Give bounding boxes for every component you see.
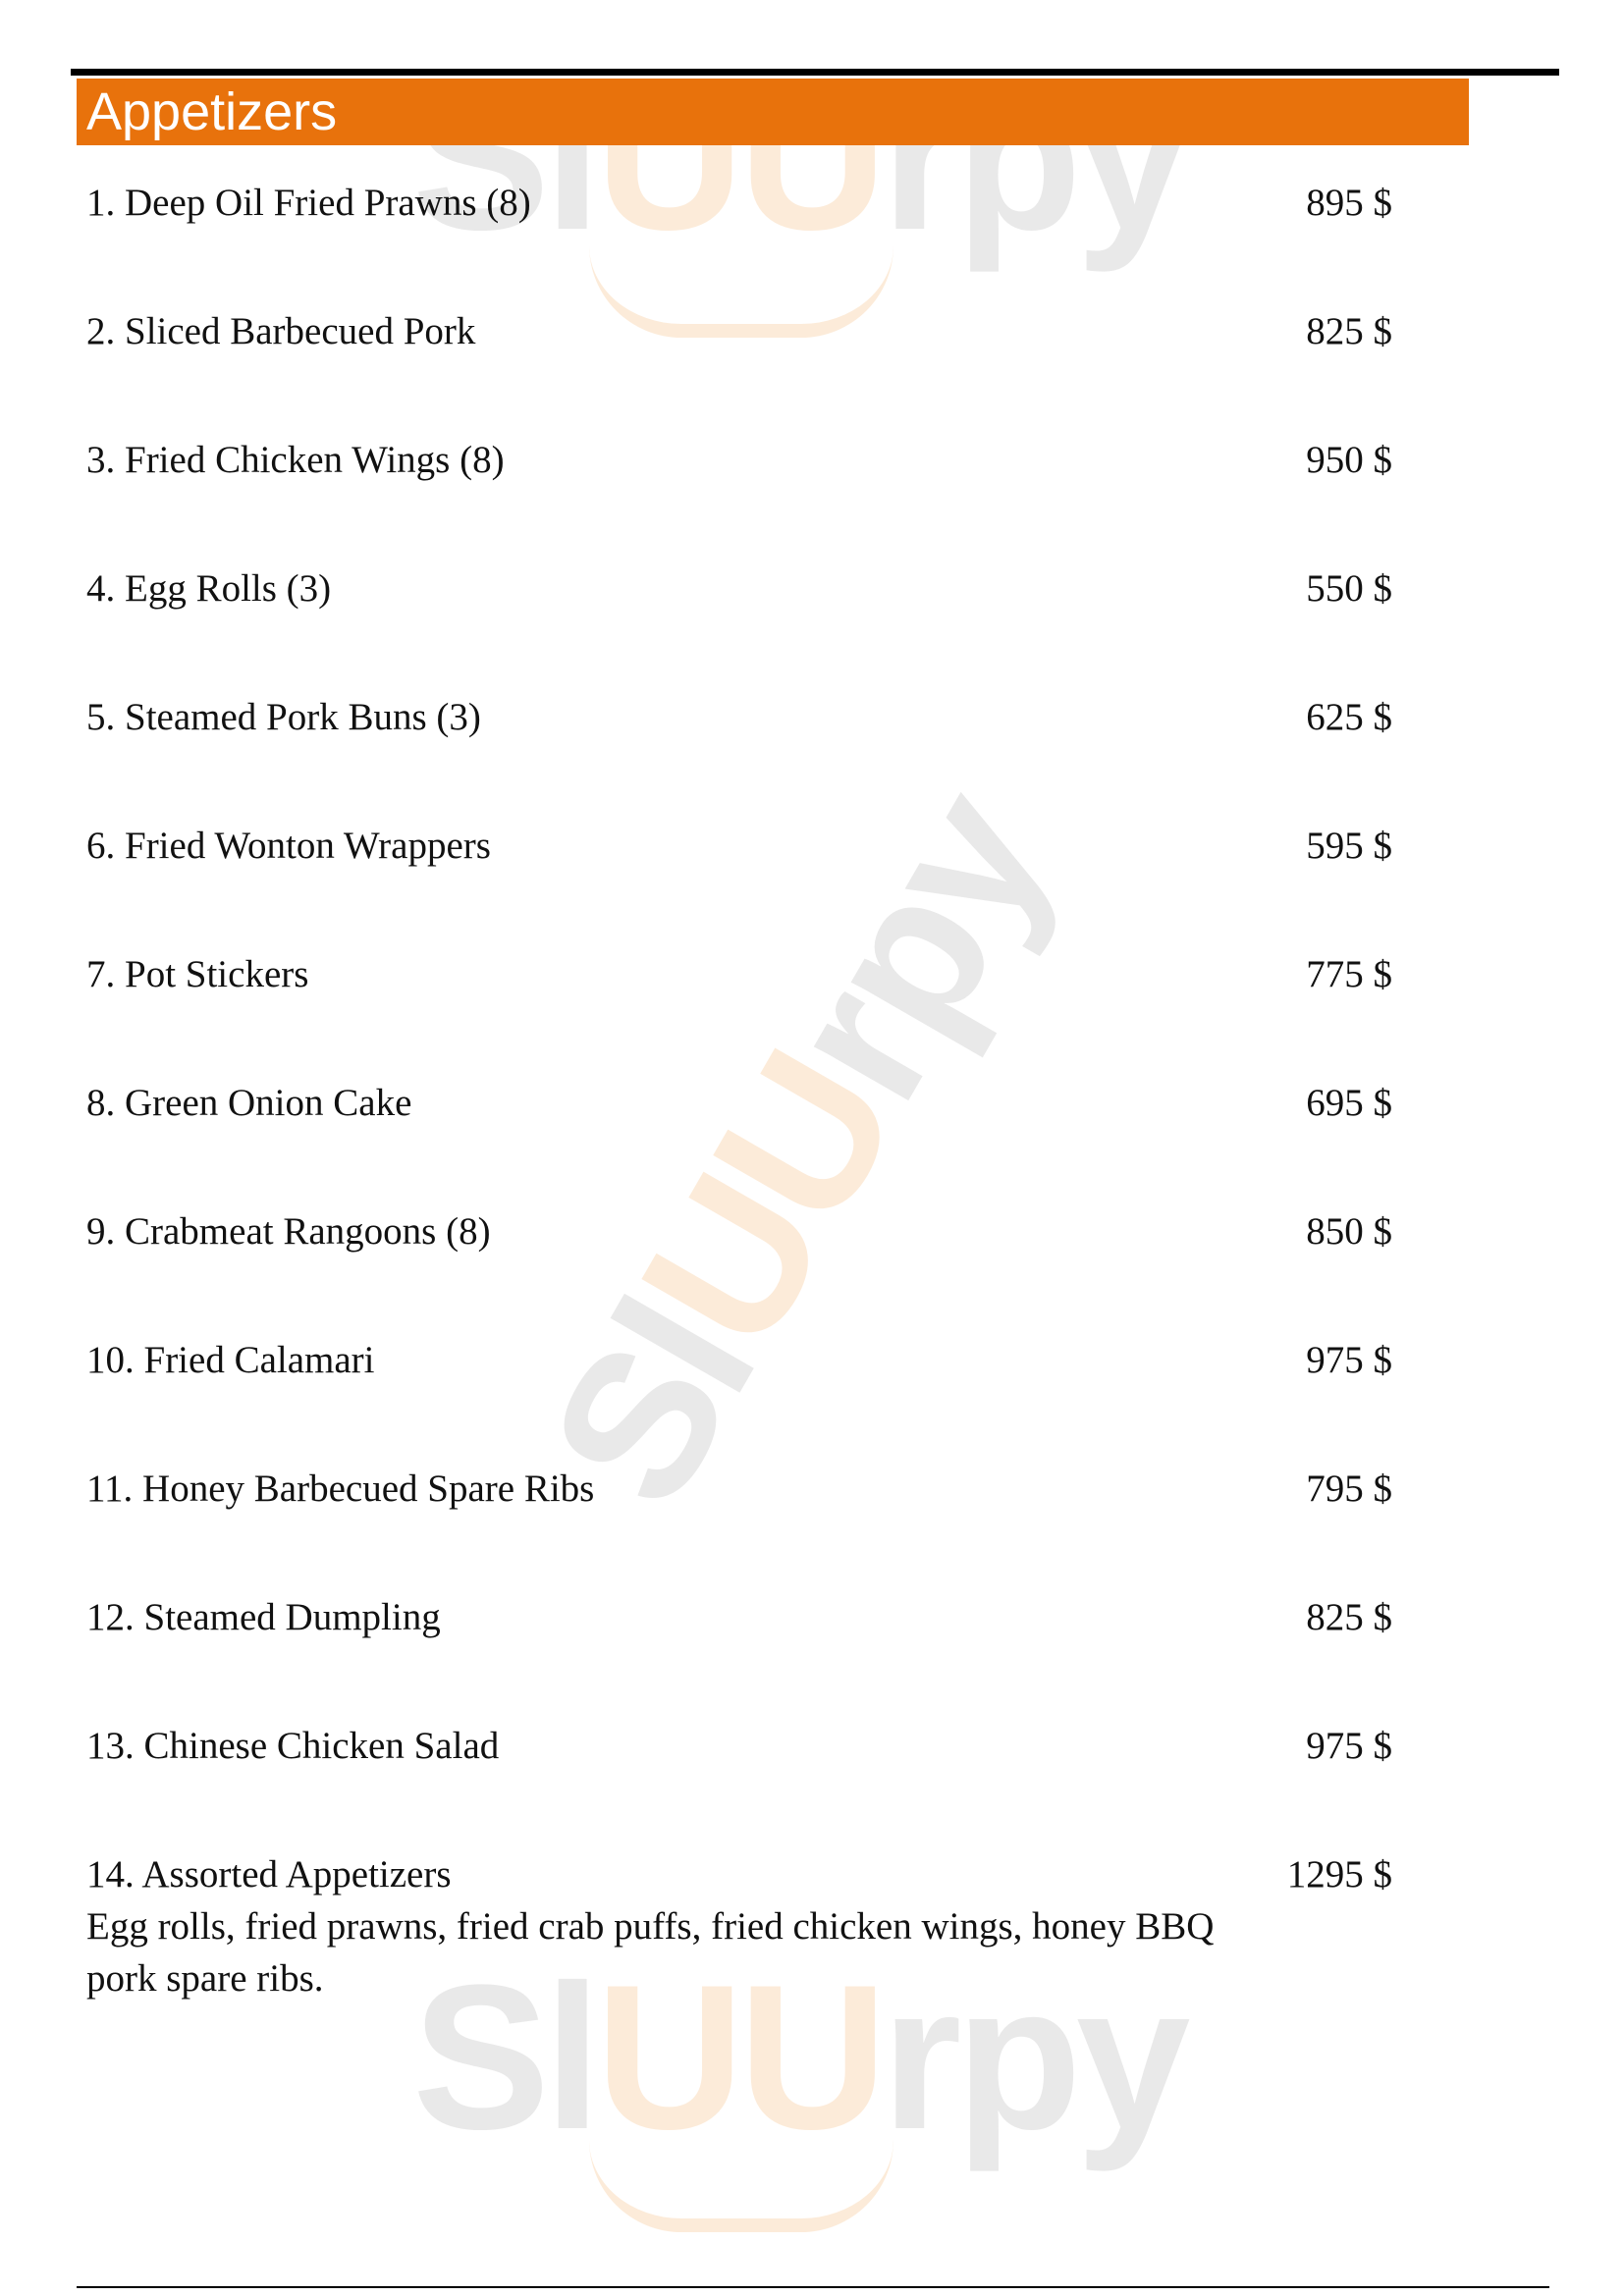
watermark-middle: SlUUrpy: [505, 757, 1092, 1542]
menu-item: [86, 1464, 1392, 1522]
item-name: 7. Pot Stickers: [86, 953, 309, 995]
item-description: Egg rolls, fried prawns, fried crab puffs, fried chicken wings, honey BBQ pork spare ribs.: [86, 1905, 1215, 2000]
item-price: 975 $: [1306, 1725, 1392, 1767]
menu-item: [86, 1592, 1392, 1651]
item-price: 825 $: [1306, 310, 1392, 352]
item-name: 11. Honey Barbecued Spare Ribs: [86, 1468, 595, 1510]
menu-item: [86, 306, 1392, 365]
item-name: 12. Steamed Dumpling: [86, 1596, 441, 1638]
menu-item: [86, 821, 1392, 880]
item-name: 3. Fried Chicken Wings (8): [86, 439, 505, 481]
section-header: [77, 79, 1469, 145]
item-name: 6. Fried Wonton Wrappers: [86, 825, 491, 867]
item-price: 895 $: [1306, 182, 1392, 224]
item-price: 695 $: [1306, 1082, 1392, 1124]
top-rule: [71, 69, 1559, 76]
menu-item: [86, 949, 1392, 1008]
item-name: 8. Green Onion Cake: [86, 1082, 412, 1124]
menu-item: [86, 178, 1392, 237]
item-name: 4. Egg Rolls (3): [86, 567, 332, 610]
item-price: 595 $: [1306, 825, 1392, 867]
menu-item: [86, 1078, 1392, 1137]
item-name: 5. Steamed Pork Buns (3): [86, 696, 481, 738]
item-name: 13. Chinese Chicken Salad: [86, 1725, 500, 1767]
watermark-smile-bottom-icon: [589, 2140, 893, 2232]
item-price: 850 $: [1306, 1210, 1392, 1253]
item-price: 825 $: [1306, 1596, 1392, 1638]
menu-item: [86, 1849, 1392, 2006]
menu-item: [86, 1206, 1392, 1265]
item-name: 9. Crabmeat Rangoons (8): [86, 1210, 491, 1253]
watermark-top: SlUUrpy: [412, 42, 1185, 273]
item-name: 2. Sliced Barbecued Pork: [86, 310, 476, 352]
item-name: 10. Fried Calamari: [86, 1339, 375, 1381]
menu-item: [86, 563, 1392, 622]
bottom-rule: [77, 2286, 1549, 2288]
item-name: 14. Assorted Appetizers: [86, 1853, 452, 1896]
item-price: 975 $: [1306, 1339, 1392, 1381]
menu-item: [86, 692, 1392, 751]
item-price: 775 $: [1306, 953, 1392, 995]
menu-item: [86, 435, 1392, 494]
item-price: 795 $: [1306, 1468, 1392, 1510]
item-price: 550 $: [1306, 567, 1392, 610]
item-price: 1295 $: [1286, 1853, 1392, 1896]
item-price: 950 $: [1306, 439, 1392, 481]
item-price: 625 $: [1306, 696, 1392, 738]
menu-item: [86, 1335, 1392, 1394]
section-title: Appetizers: [86, 82, 338, 141]
watermark-bottom: SlUUrpy: [412, 1942, 1185, 2172]
item-name: 1. Deep Oil Fried Prawns (8): [86, 182, 531, 224]
menu-item: [86, 1721, 1392, 1780]
